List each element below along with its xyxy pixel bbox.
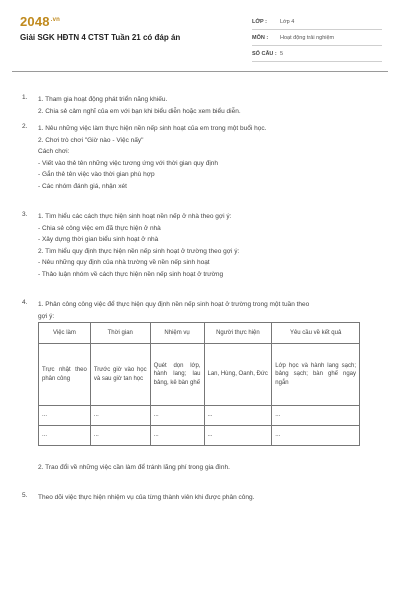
question-line: - Xây dựng thời gian biểu sinh hoạt ở nhà: [38, 236, 159, 243]
logo-text: 2048: [20, 14, 50, 29]
question-line: gợi ý:: [38, 312, 55, 320]
table-cell: Trước giờ vào học và sau giờ tan học: [90, 344, 150, 406]
question-line: - Nêu những quy định của nhà trường về nền nếp sinh hoạt: [38, 259, 210, 266]
question-line: 2. Chơi trò chơi "Giờ nào - Việc nấy": [38, 136, 144, 144]
question-number: 4.: [22, 299, 28, 306]
question-number: 1.: [22, 94, 28, 101]
question-line: - Các nhóm đánh giá, nhận xét: [38, 182, 127, 190]
table-cell: ...: [150, 406, 204, 426]
question-line: 1. Tham gia hoạt động phát triển năng khiếu.: [38, 96, 168, 103]
table-cell: ...: [90, 406, 150, 426]
table-cell: Lan, Hùng, Oanh, Đức: [204, 344, 272, 406]
question-line: 1. Tìm hiểu các cách thực hiện sinh hoạt nền nếp ở nhà theo gợi ý:: [38, 213, 232, 220]
table-cell: ...: [150, 426, 204, 446]
meta-key: MÔN :: [252, 34, 269, 41]
meta-value: Lớp 4: [280, 18, 295, 25]
question-number: 5.: [22, 492, 28, 499]
meta-key: LỚP :: [252, 18, 267, 25]
question-line: - Thảo luận nhóm về cách thực hiện nền nếp sinh hoạt ở trường: [38, 270, 224, 278]
table-row: [39, 426, 360, 446]
question-line: - Viết vào thẻ tên những việc tương ứng với thời gian quy định: [38, 159, 219, 167]
question-line: 1. Phân công công việc để thực hiện quy định nền nếp sinh hoạt ở trường trong một tuần theo: [38, 301, 310, 308]
assignment-table: [38, 322, 360, 446]
meta-value: 5: [280, 50, 284, 57]
question-line: Cách chơi:: [38, 148, 70, 155]
question-line: 1. Nêu những việc làm thực hiện nền nếp sinh hoạt của em trong một buổi học.: [38, 125, 267, 132]
table-header: Người thực hiện: [204, 323, 272, 344]
document-title: Giải SGK HĐTN 4 CTST Tuần 21 có đáp án: [20, 33, 181, 42]
site-logo[interactable]: [20, 14, 60, 29]
question-line: 2. Tìm hiểu quy định thực hiện nền nếp sinh hoạt ở trường theo gợi ý:: [38, 247, 240, 255]
table-row: [39, 344, 360, 406]
table-cell: ...: [272, 426, 360, 446]
table-cell: ...: [204, 406, 272, 426]
meta-key: SỐ CÂU :: [252, 50, 277, 57]
question-line: - Gắn thẻ tên việc vào thời gian phù hợp: [38, 171, 155, 178]
table-cell: Lớp học và hành lang sạch; bảng sạch; bàn ghế ngay ngắn: [272, 344, 360, 406]
meta-row-count: [252, 46, 382, 62]
table-cell: ...: [272, 406, 360, 426]
question-line: - Chia sẻ công việc em đã thực hiện ở nhà: [38, 224, 161, 232]
meta-row-subject: [252, 30, 382, 46]
table-cell: ...: [204, 426, 272, 446]
table-cell: Trực nhật theo phân công: [39, 344, 91, 406]
table-cell: ...: [90, 426, 150, 446]
question-line: 2. Trao đổi về những việc cần làm để tránh lãng phí trong gia đình.: [38, 464, 230, 471]
table-header-row: [39, 323, 360, 344]
meta-table: [252, 14, 382, 62]
meta-value: Hoạt động trải nghiệm: [280, 34, 335, 41]
document-header: [0, 0, 400, 64]
question-number: 2.: [22, 123, 28, 130]
meta-row-class: [252, 14, 382, 30]
table-cell: ...: [39, 426, 91, 446]
logo-tld: .vn: [50, 16, 61, 23]
question-line: Theo dõi việc thực hiện nhiệm vụ của từng thành viên khi được phân công.: [38, 494, 255, 501]
header-divider: [12, 71, 388, 72]
question-number: 3.: [22, 211, 28, 218]
question-line: 2. Chia sẻ cảm nghĩ của em với bạn khi biểu diễn hoặc xem biểu diễn.: [38, 107, 241, 115]
table-header: Yêu cầu về kết quả: [272, 323, 360, 344]
table-cell: ...: [39, 406, 91, 426]
table-cell: Quét dọn lớp, hành lang; lau bảng, kê bàn ghế: [150, 344, 204, 406]
table-row: [39, 406, 360, 426]
table-header: Việc làm: [39, 323, 91, 344]
table-header: Thời gian: [90, 323, 150, 344]
table-header: Nhiệm vụ: [150, 323, 204, 344]
